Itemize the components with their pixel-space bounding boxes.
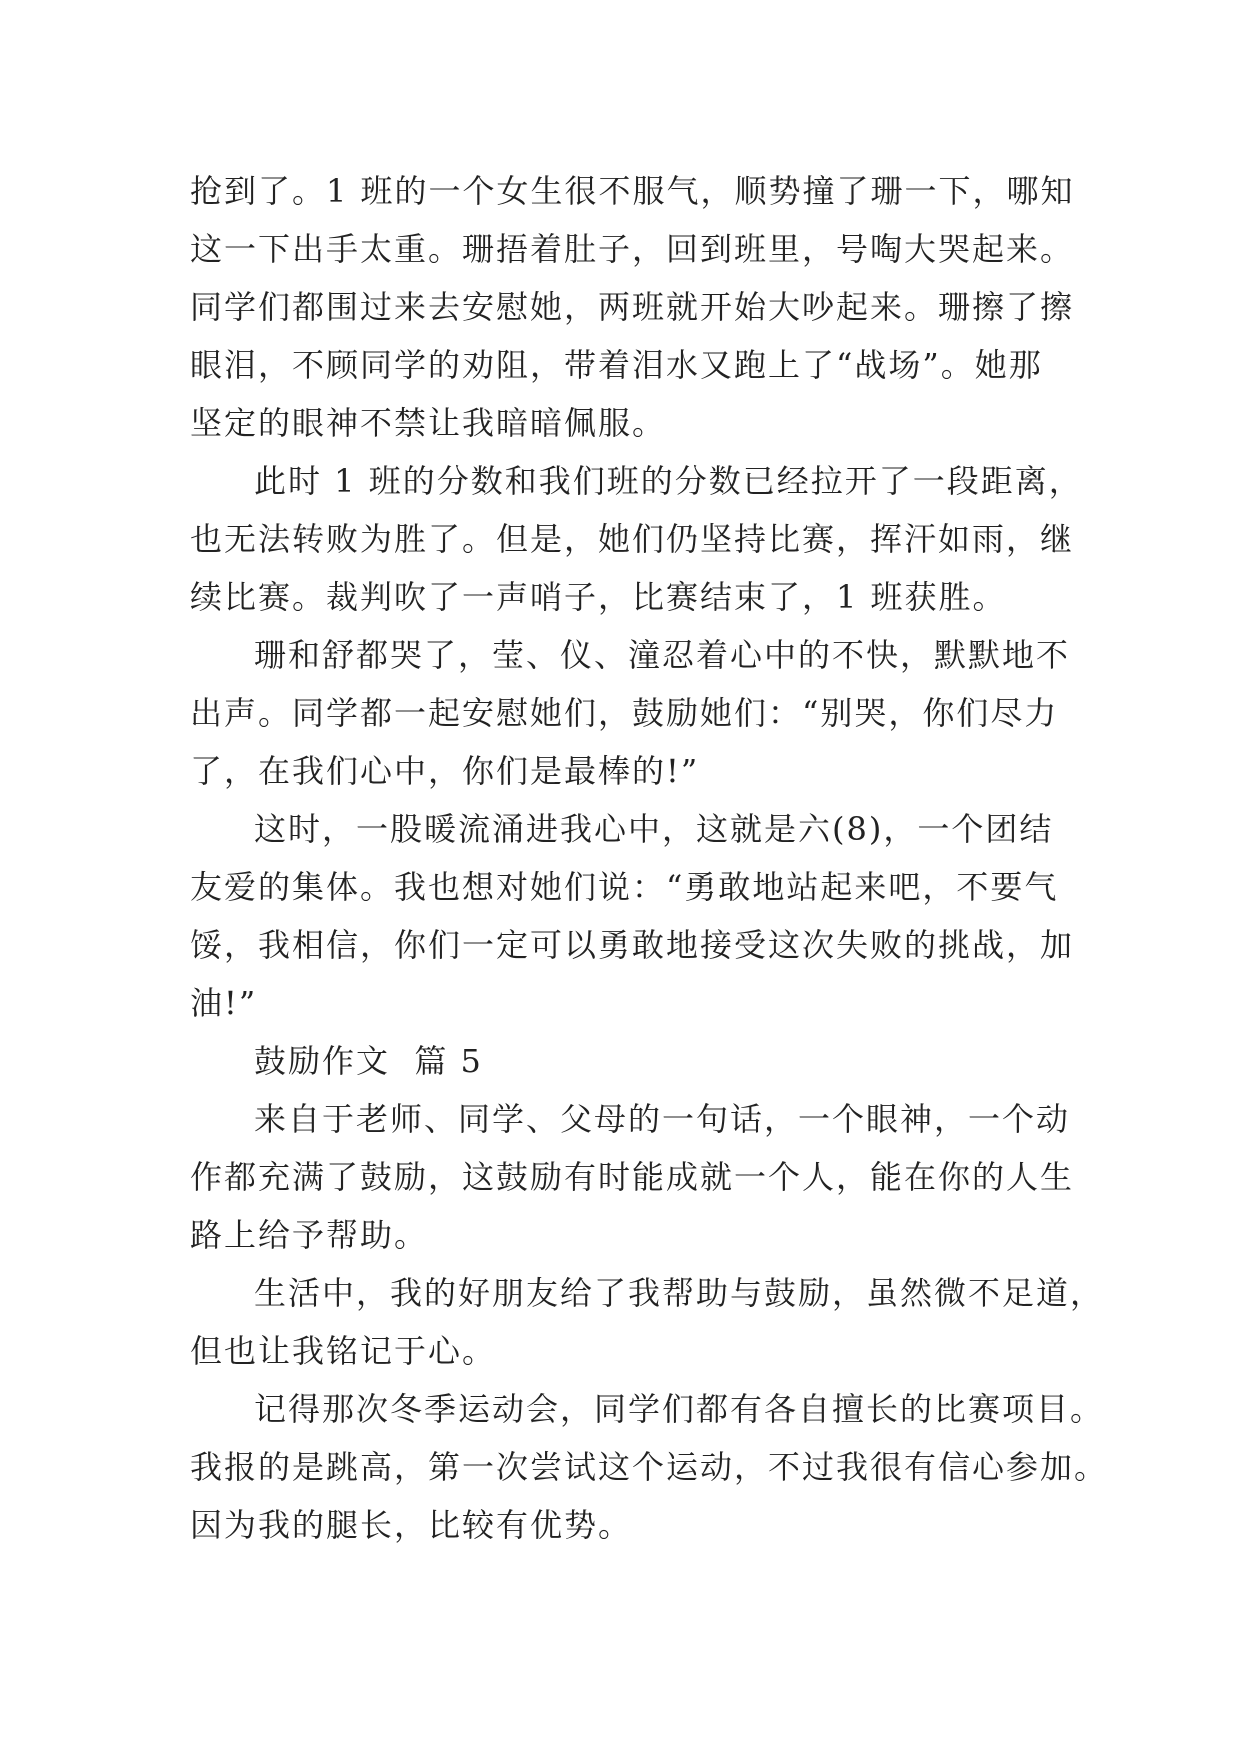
text-line: 抢到了。1 班的一个女生很不服气，顺势撞了珊一下，哪知	[190, 172, 1075, 210]
text-line: 出声。同学都一起安慰她们，鼓励她们：“别哭，你们尽力	[190, 694, 1059, 732]
text-line: 作都充满了鼓励，这鼓励有时能成就一个人，能在你的人生	[190, 1158, 1075, 1196]
section-heading	[190, 1032, 1070, 1090]
paragraph-2	[190, 452, 1083, 626]
text-line: 路上给予帮助。	[190, 1216, 429, 1254]
text-line: 珊和舒都哭了，莹、仪、潼忍着心中的不快，默默地不	[254, 636, 1071, 674]
text-line: 油!”	[190, 984, 258, 1022]
paragraph-7	[190, 1380, 1109, 1554]
text-line: 馁，我相信，你们一定可以勇敢地接受这次失败的挑战，加	[190, 926, 1075, 964]
text-line: 也无法转败为胜了。但是，她们仍坚持比赛，挥汗如雨，继	[190, 520, 1075, 558]
text-line: 同学们都围过来去安慰她，两班就开始大吵起来。珊擦了擦	[190, 288, 1075, 326]
text-line: 了，在我们心中，你们是最棒的!”	[190, 752, 700, 790]
paragraph-3	[190, 626, 1070, 800]
text-line: 眼泪，不顾同学的劝阻，带着泪水又跑上了“战场”。她那	[190, 346, 1043, 384]
text-line: 坚定的眼神不禁让我暗暗佩服。	[190, 404, 667, 442]
text-line: 但也让我铭记于心。	[190, 1332, 497, 1370]
paragraph-1	[190, 162, 1075, 452]
paragraph-4	[190, 800, 1075, 1032]
text-line: 这时，一股暖流涌进我心中，这就是六(8)，一个团结	[254, 810, 1054, 848]
text-line: 记得那次冬季运动会，同学们都有各自擅长的比赛项目。	[254, 1390, 1105, 1428]
text-line: 生活中，我的好朋友给了我帮助与鼓励，虽然微不足道，	[254, 1274, 1105, 1312]
document-page	[190, 162, 1109, 1554]
text-line: 因为我的腿长，比较有优势。	[190, 1506, 633, 1544]
paragraph-5	[190, 1090, 1075, 1264]
heading-line: 鼓励作文 篇 5	[254, 1042, 483, 1080]
text-line: 这一下出手太重。珊捂着肚子，回到班里，号啕大哭起来。	[190, 230, 1075, 268]
text-line: 友爱的集体。我也想对她们说：“勇敢地站起来吧，不要气	[190, 868, 1059, 906]
paragraph-6	[190, 1264, 1105, 1380]
text-line: 来自于老师、同学、父母的一句话，一个眼神，一个动	[254, 1100, 1071, 1138]
text-line: 此时 1 班的分数和我们班的分数已经拉开了一段距离，	[254, 462, 1083, 500]
text-line: 我报的是跳高，第一次尝试这个运动，不过我很有信心参加。	[190, 1448, 1109, 1486]
text-line: 续比赛。裁判吹了一声哨子，比赛结束了，1 班获胜。	[190, 578, 1007, 616]
